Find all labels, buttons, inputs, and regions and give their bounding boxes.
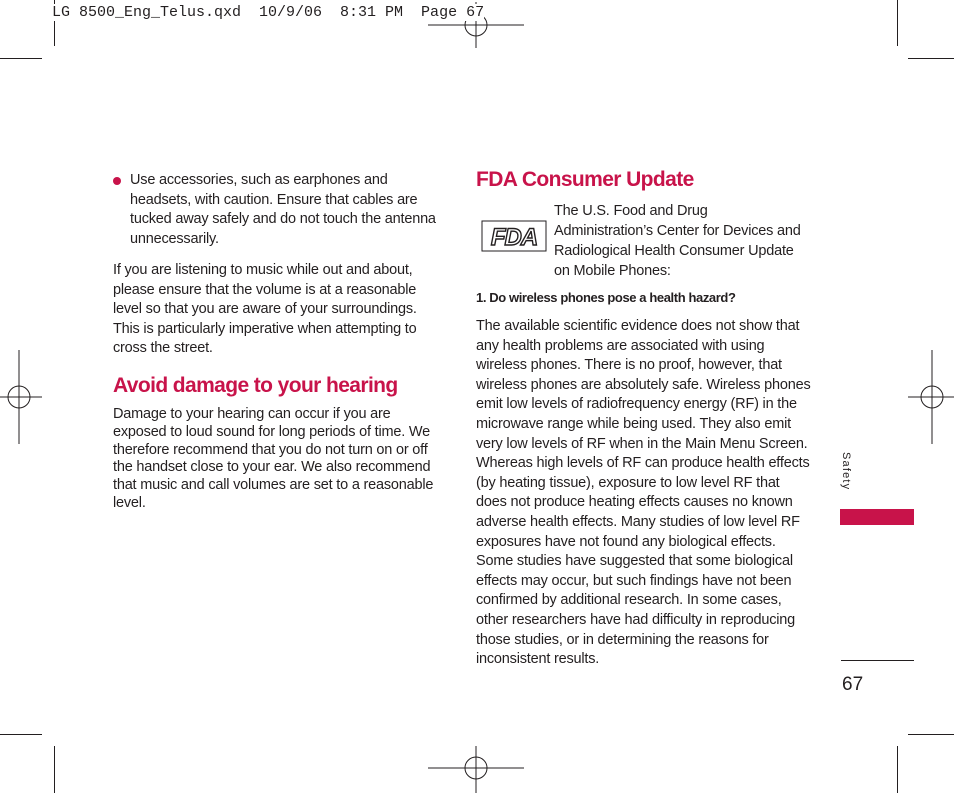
fda-logo-text: FDA [490, 224, 538, 251]
fda-heading: FDA Consumer Update [476, 168, 694, 191]
registration-mark-left [0, 350, 42, 444]
answer-paragraph: The available scientific evidence does not show that any health problems are associated with using wireless phones. There is no proof, however, that wireless phones are absolutely safe. Wireless phones emit low levels of radiofrequency energy (RF) in the microwave range while being used. They also emit very low levels of RF when in the Main Menu Screen. Whereas high levels of RF can produce health effects (by heating tissue), exposure to low level RF that does not produce heating effects causes no known adverse health effects. Many studies of low level RF exposures have not found any biological effects. Some studies have suggested that some biological effects may occur, but such findings have not been confirmed by additional research. In some cases, other researchers have had difficulty in reproducing those studies, or in determining the reasons for inconsistent results. [476, 318, 811, 668]
section-tab-label [836, 452, 854, 502]
page-number: 67 [842, 674, 864, 695]
crop-mark-tl-h [0, 58, 42, 59]
crop-mark-br-h [908, 734, 954, 735]
bullet-text: Use accessories, such as earphones and headsets, with caution. Ensure that cables are tucked away safely and do not touch the antenna unnecessarily. [130, 172, 436, 247]
bullet-dot [113, 177, 121, 185]
bullet-item [113, 171, 438, 249]
section-tab-text: Safety [840, 452, 852, 491]
fda-logo [481, 220, 547, 252]
hearing-heading: Avoid damage to your hearing [113, 374, 398, 397]
question-heading: 1. Do wireless phones pose a health hazard? [476, 290, 736, 305]
registration-mark-right [908, 350, 954, 444]
fda-intro-text: The U.S. Food and Drug Administration’s Center for Devices and Radiological Health Consumer Update on Mobile Phones: [554, 203, 801, 279]
crop-mark-br-v [897, 746, 898, 793]
slug-line: LG 8500_Eng_Telus.qxd 10/9/06 8:31 PM Page 67 [52, 4, 485, 21]
section-tab-bar [840, 509, 914, 525]
hearing-paragraph: Damage to your hearing can occur if you are exposed to loud sound for long periods of time. We therefore recommend that you do not turn on or off the handset close to your ear. We also recommend that music and call volumes are set to a reasonable level. [113, 406, 434, 511]
crop-mark-tr-h [908, 58, 954, 59]
registration-mark-bottom [428, 746, 524, 793]
page-number-rule [841, 660, 914, 661]
crop-mark-tr-v [897, 0, 898, 46]
music-safety-paragraph: If you are listening to music while out and about, please ensure that the volume is at a reasonable level so that you are aware of your surroundings. This is particularly imperative when attempting to cross the street. [113, 262, 417, 357]
crop-mark-bl-h [0, 734, 42, 735]
crop-mark-bl-v [54, 746, 55, 793]
